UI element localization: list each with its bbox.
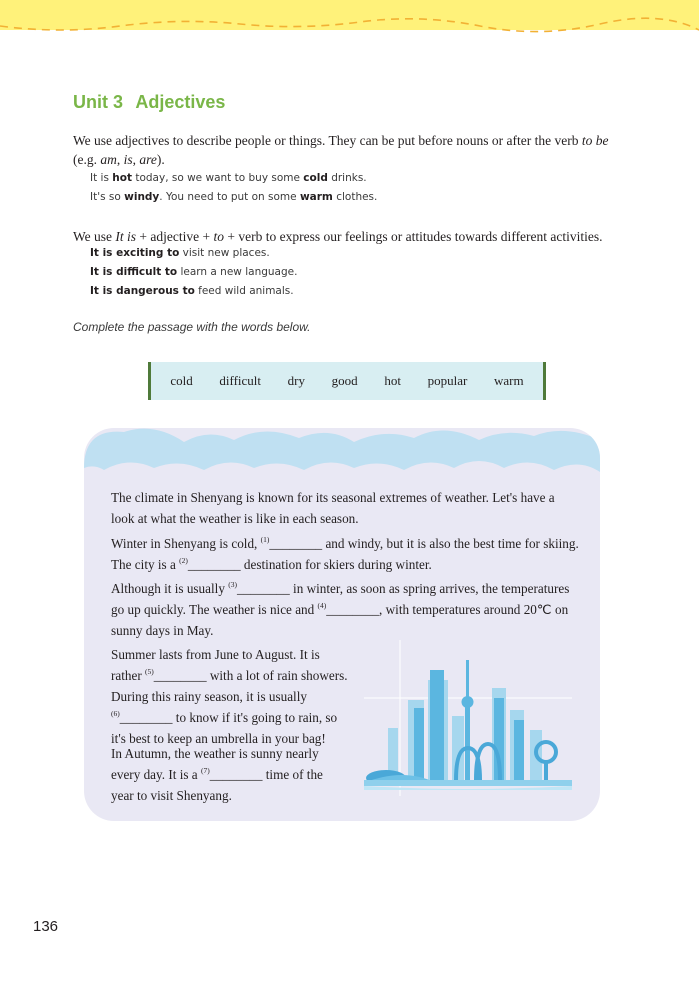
page-number: 136 xyxy=(33,918,59,935)
word-bank xyxy=(148,362,546,400)
unit-topic: Adjectives xyxy=(135,92,226,112)
answer-blank[interactable]: ________ xyxy=(269,536,323,551)
answer-blank[interactable]: ________ xyxy=(153,668,207,683)
word-bank-item: dry xyxy=(287,373,306,388)
top-decorative-band xyxy=(0,0,699,30)
example-sentence: It is dangerous to feed wild animals. xyxy=(90,285,294,297)
word-bank-item: difficult xyxy=(219,373,262,388)
answer-blank[interactable]: ________ xyxy=(119,710,173,725)
exercise-instruction: Complete the passage with the words below. xyxy=(73,320,311,334)
rule-paragraph: We use It is + adjective + to + verb to express our feelings or attitudes towards different activities. xyxy=(73,229,603,244)
answer-blank[interactable]: ________ xyxy=(187,557,241,572)
answer-blank[interactable]: ________ xyxy=(326,602,380,617)
answer-blank[interactable]: ________ xyxy=(236,581,290,596)
passage-paragraph-1: The climate in Shenyang is known for its seasonal extremes of weather. Let's have a look at what the weather is like in each season. xyxy=(111,490,555,526)
passage-paragraph-5: In Autumn, the weather is sunny nearly every day. It is a $^{(7)}$________ time of the year to visit Shenyang. xyxy=(111,746,323,803)
unit-number: Unit 3 xyxy=(73,92,124,112)
wavy-dashed-line xyxy=(0,0,699,40)
example-sentence: It's so windy. You need to put on some warm clothes. xyxy=(90,191,378,203)
city-skyline-illustration xyxy=(364,640,572,796)
answer-blank[interactable]: ________ xyxy=(209,767,263,782)
unit-title xyxy=(73,92,225,113)
word-bank-item: hot xyxy=(384,373,401,388)
cloud-decoration xyxy=(84,428,600,488)
example-sentence: It is difficult to learn a new language. xyxy=(90,266,298,278)
passage-paragraph-2: Winter in Shenyang is cold, $^{(1)}$________ and windy, but it is also the best time for skiing. The city is a $^{(2)}$________ destination for skiers during winter. xyxy=(111,535,579,572)
word-bank-item: popular xyxy=(427,373,468,388)
passage-paragraph-3: Although it is usually $^{(3)}$________ in winter, as soon as spring arrives, the temperatures go up quickly. The weather is nice and $^{(4)}$________, with temperatures around 20℃ on sunny days in May. xyxy=(111,580,570,638)
word-bank-item: warm xyxy=(493,373,524,388)
example-sentence: It is exciting to visit new places. xyxy=(90,247,270,259)
word-bank-item: cold xyxy=(170,373,193,388)
word-bank-item: good xyxy=(331,373,358,388)
example-sentence: It is hot today, so we want to buy some cold drinks. xyxy=(90,172,367,184)
passage-paragraph-4: Summer lasts from June to August. It is rather $^{(5)}$________ with a lot of rain showers. During this rainy season, it is usually $^{(6)}$________ to know if it's going to rain, so it's best to keep an umbrella in your bag! xyxy=(111,647,348,746)
intro-paragraph: We use adjectives to describe people or things. They can be put before nouns or after the verb to be (e.g. am, is, are). xyxy=(73,133,609,167)
